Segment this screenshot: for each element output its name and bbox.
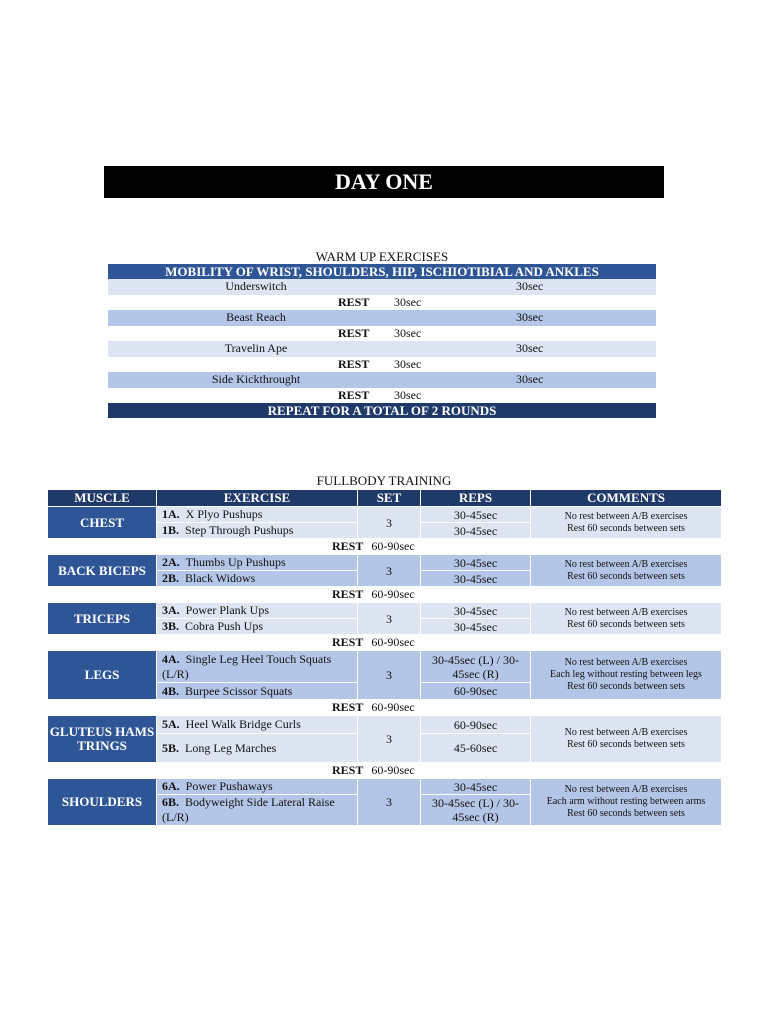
table-row bbox=[48, 507, 722, 523]
table-row bbox=[48, 555, 722, 571]
exercise-code: 2A. bbox=[162, 555, 180, 569]
exercise-name: Side Kickthrought bbox=[211, 372, 301, 386]
exercise-code: 6A. bbox=[162, 779, 180, 793]
reps-cell: 30-45sec bbox=[421, 523, 531, 539]
rest-row bbox=[48, 700, 722, 716]
exercise-name: Black Widows bbox=[185, 571, 256, 585]
exercise-code: 4B. bbox=[162, 683, 180, 698]
set-cell: 3 bbox=[358, 779, 421, 826]
warmup-rest-row bbox=[108, 388, 656, 404]
set-cell: 3 bbox=[358, 651, 421, 700]
warmup-exercise-row bbox=[108, 341, 656, 357]
warmup-exercise-row bbox=[108, 310, 656, 326]
rest-label: REST bbox=[332, 539, 364, 553]
rest-time: 30sec bbox=[394, 294, 422, 309]
table-row bbox=[48, 603, 722, 619]
muscle-cell: LEGS bbox=[48, 651, 157, 700]
rest-time: 60-90sec bbox=[371, 635, 415, 649]
exercise-duration: 30sec bbox=[516, 372, 544, 386]
exercise-name: Step Through Pushups bbox=[185, 523, 294, 537]
exercise-cell bbox=[157, 734, 358, 763]
rest-row bbox=[48, 539, 722, 555]
reps-cell: 30-45sec bbox=[421, 603, 531, 619]
exercise-code: 4A. bbox=[162, 651, 180, 666]
exercise-name: Burpee Scissor Squats bbox=[185, 683, 293, 698]
reps-cell: 30-45sec bbox=[421, 507, 531, 523]
comment-line: Rest 60 seconds between sets bbox=[567, 808, 685, 819]
reps-cell: 30-45sec (L) / 30-45sec (R) bbox=[421, 651, 531, 683]
rest-label: REST bbox=[332, 763, 364, 777]
table-row bbox=[48, 779, 722, 795]
reps-cell: 60-90sec bbox=[421, 716, 531, 734]
warmup-exercise-row bbox=[108, 279, 656, 295]
exercise-code: 1B. bbox=[162, 523, 180, 537]
exercise-name: Heel Walk Bridge Curls bbox=[185, 717, 301, 731]
exercise-cell bbox=[157, 716, 358, 734]
exercise-duration: 30sec bbox=[516, 310, 544, 324]
comment-line: Rest 60 seconds between sets bbox=[567, 570, 685, 582]
exercise-cell bbox=[157, 507, 358, 523]
muscle-cell: TRICEPS bbox=[48, 603, 157, 635]
exercise-cell bbox=[157, 651, 358, 683]
warmup-footer: REPEAT FOR A TOTAL OF 2 ROUNDS bbox=[108, 403, 656, 418]
comments-cell bbox=[531, 716, 722, 763]
exercise-duration: 30sec bbox=[516, 279, 544, 293]
warmup-rest-row bbox=[108, 326, 656, 342]
comments-cell bbox=[531, 507, 722, 539]
comments-cell bbox=[531, 651, 722, 700]
warmup-rest-row bbox=[108, 357, 656, 373]
exercise-cell bbox=[157, 683, 358, 700]
comments-cell bbox=[531, 555, 722, 587]
training-heading: FULLBODY TRAINING bbox=[316, 473, 452, 488]
exercise-name: Long Leg Marches bbox=[185, 740, 277, 755]
exercise-cell bbox=[157, 619, 358, 635]
rest-row bbox=[48, 763, 722, 779]
comments-cell bbox=[531, 779, 722, 826]
reps-cell: 45-60sec bbox=[421, 734, 531, 763]
comment-line: Rest 60 seconds between sets bbox=[567, 618, 685, 630]
exercise-code: 3A. bbox=[162, 603, 180, 617]
exercise-name: X Plyo Pushups bbox=[185, 507, 263, 521]
exercise-code: 5A. bbox=[162, 717, 180, 731]
reps-cell: 30-45sec bbox=[421, 555, 531, 571]
exercise-code: 2B. bbox=[162, 571, 180, 585]
muscle-cell: BACK BICEPS bbox=[48, 555, 157, 587]
column-header: SET bbox=[358, 490, 421, 507]
rest-row bbox=[48, 587, 722, 603]
reps-cell: 30-45sec (L) / 30-45sec (R) bbox=[421, 795, 531, 826]
set-cell: 3 bbox=[358, 603, 421, 635]
muscle-cell: SHOULDERS bbox=[48, 779, 157, 826]
page-title: DAY ONE bbox=[104, 166, 664, 198]
rest-label: REST bbox=[338, 325, 370, 340]
comments-cell bbox=[531, 603, 722, 635]
exercise-duration: 30sec bbox=[516, 341, 544, 355]
exercise-cell bbox=[157, 523, 358, 539]
set-cell: 3 bbox=[358, 507, 421, 539]
exercise-name: Bodyweight Side Lateral Raise (L/R) bbox=[162, 795, 335, 824]
exercise-cell bbox=[157, 779, 358, 795]
column-header: REPS bbox=[421, 490, 531, 507]
exercise-name: Beast Reach bbox=[226, 310, 286, 324]
column-header: MUSCLE bbox=[48, 490, 157, 507]
exercise-code: 3B. bbox=[162, 619, 180, 633]
warmup-band: MOBILITY OF WRIST, SHOULDERS, HIP, ISCHIOTIBIAL AND ANKLES bbox=[108, 264, 656, 279]
rest-label: REST bbox=[332, 700, 364, 714]
warmup-heading: WARM UP EXERCISES bbox=[315, 249, 449, 264]
exercise-name: Underswitch bbox=[225, 279, 287, 293]
comment-line: Rest 60 seconds between sets bbox=[567, 739, 685, 750]
rest-label: REST bbox=[338, 356, 370, 371]
exercise-name: Cobra Push Ups bbox=[185, 619, 264, 633]
comment-line: Rest 60 seconds between sets bbox=[567, 681, 685, 692]
set-cell: 3 bbox=[358, 555, 421, 587]
reps-cell: 60-90sec bbox=[421, 683, 531, 700]
muscle-cell: GLUTEUS HAMSTRINGS bbox=[48, 716, 157, 763]
comment-line: No rest between A/B exercises bbox=[564, 606, 688, 618]
rest-time: 60-90sec bbox=[371, 539, 415, 553]
comment-line: Each leg without resting between legs bbox=[550, 669, 702, 680]
exercise-code: 5B. bbox=[162, 740, 180, 755]
rest-time: 30sec bbox=[394, 325, 422, 340]
rest-label: REST bbox=[332, 635, 364, 649]
training-section bbox=[47, 473, 721, 826]
warmup-rest-row bbox=[108, 295, 656, 311]
set-cell: 3 bbox=[358, 716, 421, 763]
reps-cell: 30-45sec bbox=[421, 571, 531, 587]
exercise-cell bbox=[157, 795, 358, 826]
comment-line: No rest between A/B exercises bbox=[564, 727, 688, 738]
rest-time: 30sec bbox=[394, 387, 422, 402]
column-header: COMMENTS bbox=[531, 490, 722, 507]
table-header-row bbox=[48, 490, 722, 507]
warmup-exercise-row bbox=[108, 372, 656, 388]
exercise-code: 1A. bbox=[162, 507, 180, 521]
reps-cell: 30-45sec bbox=[421, 779, 531, 795]
training-table bbox=[47, 489, 722, 826]
exercise-name: Thumbs Up Pushups bbox=[185, 555, 286, 569]
comment-line: No rest between A/B exercises bbox=[564, 558, 688, 570]
exercise-name: Travelin Ape bbox=[224, 341, 288, 355]
table-row bbox=[48, 716, 722, 734]
rest-time: 60-90sec bbox=[371, 763, 415, 777]
comment-line: No rest between A/B exercises bbox=[564, 657, 688, 668]
exercise-name: Single Leg Heel Touch Squats (L/R) bbox=[162, 651, 332, 681]
exercise-cell bbox=[157, 555, 358, 571]
reps-cell: 30-45sec bbox=[421, 619, 531, 635]
rest-label: REST bbox=[332, 587, 364, 601]
exercise-cell bbox=[157, 571, 358, 587]
rest-row bbox=[48, 635, 722, 651]
warmup-section bbox=[108, 249, 656, 418]
exercise-name: Power Pushaways bbox=[185, 779, 273, 793]
rest-time: 60-90sec bbox=[371, 587, 415, 601]
comment-line: Each arm without resting between arms bbox=[546, 796, 706, 807]
exercise-code: 6B. bbox=[162, 795, 180, 809]
column-header: EXERCISE bbox=[157, 490, 358, 507]
muscle-cell: CHEST bbox=[48, 507, 157, 539]
comment-line: No rest between A/B exercises bbox=[564, 510, 688, 522]
rest-label: REST bbox=[338, 294, 370, 309]
rest-time: 30sec bbox=[394, 356, 422, 371]
comment-line: No rest between A/B exercises bbox=[564, 784, 688, 795]
rest-time: 60-90sec bbox=[371, 700, 415, 714]
exercise-name: Power Plank Ups bbox=[185, 603, 270, 617]
table-row bbox=[48, 651, 722, 683]
comment-line: Rest 60 seconds between sets bbox=[567, 522, 685, 534]
exercise-cell bbox=[157, 603, 358, 619]
rest-label: REST bbox=[338, 387, 370, 402]
